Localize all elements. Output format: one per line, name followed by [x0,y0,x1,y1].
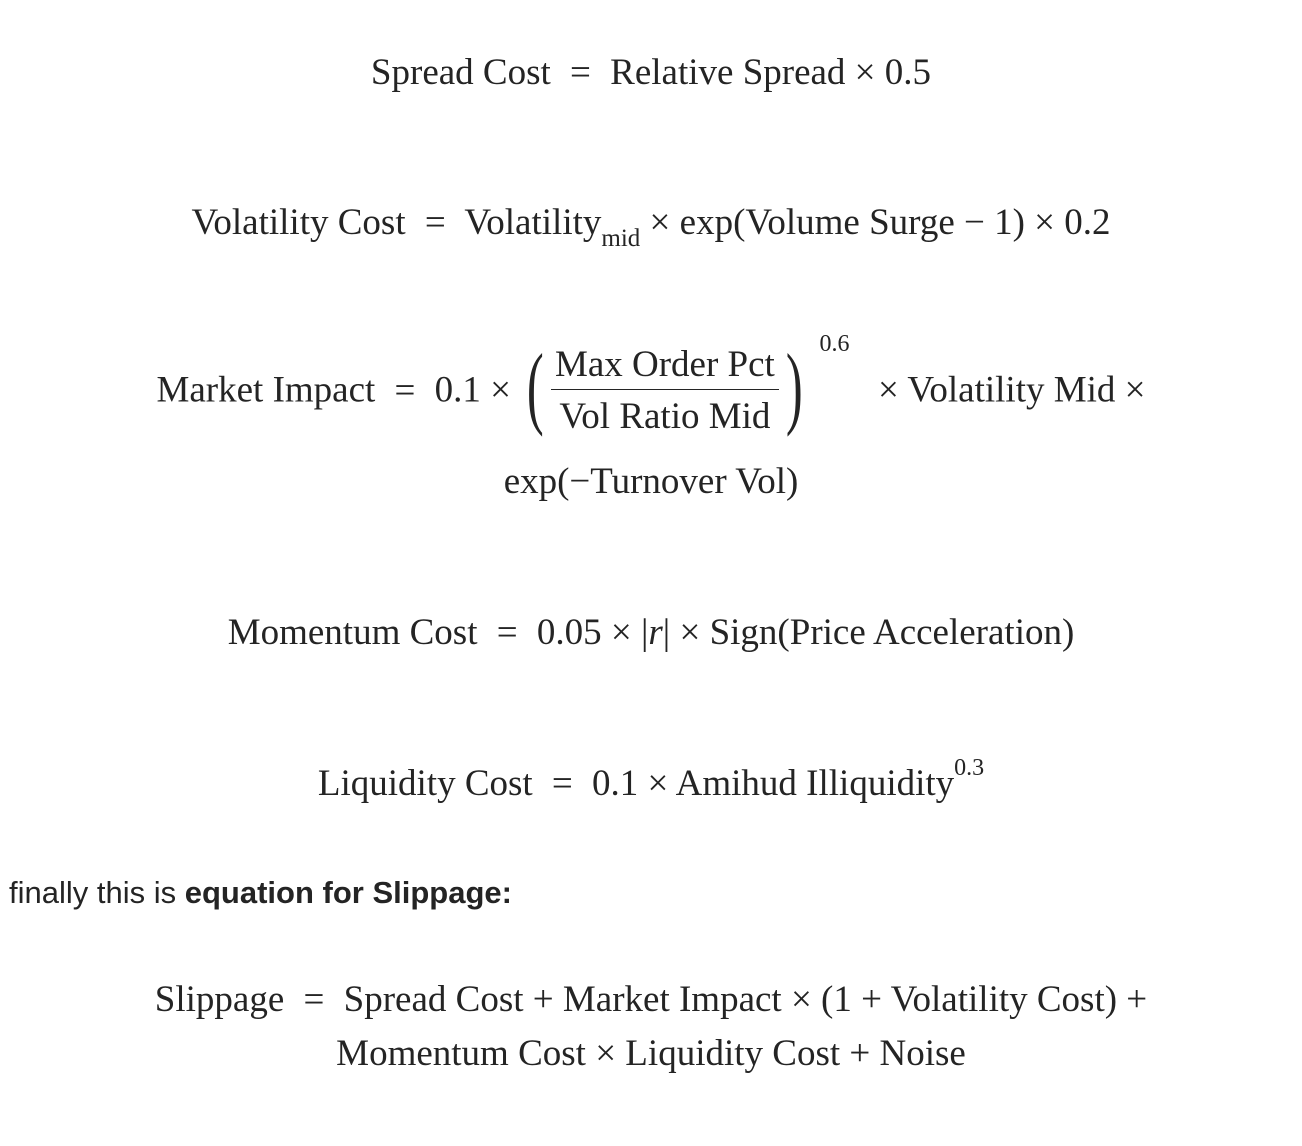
left-paren: ( [527,335,545,437]
spread-lhs: Spread Cost [370,52,551,93]
liquidity-exponent: 0.3 [954,755,985,781]
momentum-variable-r: r [648,612,663,653]
equation-market-impact-line2 [0,463,1302,500]
fraction-group [520,331,850,437]
liquidity-lhs: Liquidity Cost [317,763,533,804]
slippage-lhs: Slippage [154,979,285,1020]
equals-sign: = [424,202,446,243]
market-impact-rest: × Volatility Mid × [877,369,1146,411]
paragraph-prefix: finally this is [9,875,185,910]
market-impact-line2: exp(−Turnover Vol) [503,461,799,502]
momentum-post: | × Sign(Price Acceleration) [662,612,1075,653]
equals-sign: = [303,979,325,1020]
equals-sign: = [570,52,591,93]
market-impact-coefficient: 0.1 × [434,369,512,411]
market-impact-lhs: Market Impact [156,369,376,411]
spread-rhs: Relative Spread × 0.5 [610,52,932,93]
fraction-denominator: Vol Ratio Mid [559,395,771,437]
equals-sign: = [394,369,416,411]
fraction-exponent: 0.6 [819,331,850,357]
momentum-pre: 0.05 × | [536,612,649,653]
momentum-lhs: Momentum Cost [227,612,478,653]
equation-liquidity-cost [0,755,1302,804]
equation-slippage-line2 [0,1035,1302,1072]
slippage-line2: Momentum Cost × Liquidity Cost + Noise [336,1033,966,1074]
equation-spread-cost [0,54,1302,91]
equation-momentum-cost [0,614,1302,651]
equals-sign: = [496,612,518,653]
equation-market-impact [0,331,1302,437]
paragraph-bold: equation for Slippage: [184,875,512,910]
equals-sign: = [551,763,573,804]
paragraph-text [9,875,512,911]
equation-volatility-cost [0,202,1302,252]
fraction-numerator: Max Order Pct [551,346,779,390]
volatility-rest: × exp(Volume Surge − 1) × 0.2 [649,202,1111,243]
slippage-line1: Spread Cost + Market Impact × (1 + Volatility Cost) + [343,979,1148,1020]
equation-slippage [0,981,1302,1018]
volatility-subscript: mid [601,225,641,252]
right-paren: ) [785,335,803,437]
volatility-term: Volatility [464,202,602,243]
liquidity-rhs: 0.1 × Amihud Illiquidity [592,763,955,804]
volatility-lhs: Volatility Cost [191,202,406,243]
fraction [551,343,779,437]
